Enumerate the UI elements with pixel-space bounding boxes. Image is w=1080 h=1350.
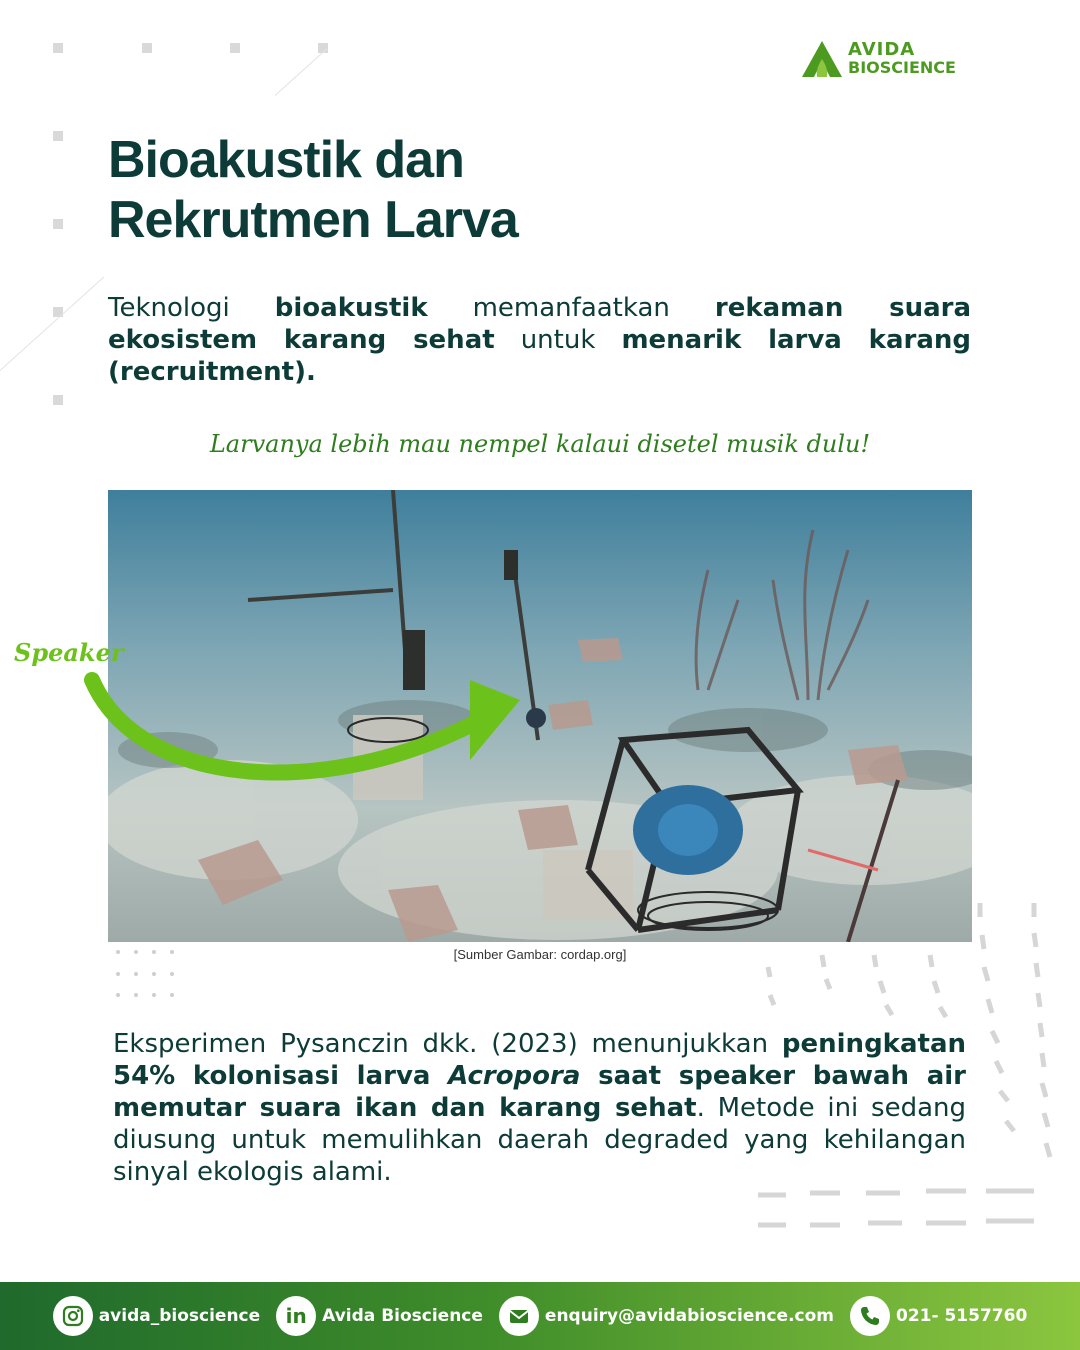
- instagram-icon: [53, 1296, 93, 1336]
- body-bold: saat speaker bawah air memutar suara ikan dan karang sehat: [113, 1061, 966, 1123]
- email-address: enquiry@avidabioscience.com: [544, 1306, 835, 1326]
- footer-instagram[interactable]: [53, 1296, 260, 1336]
- footer-linkedin[interactable]: [276, 1296, 483, 1336]
- title-line2: Rekrutmen Larva: [108, 191, 518, 249]
- avida-logo-icon: [800, 39, 844, 79]
- decor-square: [142, 43, 152, 53]
- linkedin-name: Avida Bioscience: [322, 1306, 483, 1326]
- decor-line: [0, 276, 104, 370]
- intro-text: Teknologi: [108, 293, 275, 323]
- body-paragraph: [113, 1028, 966, 1188]
- intro-text: untuk: [494, 325, 622, 355]
- title-line1: Bioakustik dan: [108, 131, 464, 189]
- instagram-handle: avida_bioscience: [98, 1306, 261, 1326]
- decor-square: [53, 395, 63, 405]
- phone-icon: [850, 1296, 890, 1336]
- decor-square: [53, 131, 63, 141]
- intro-bold: rekaman suara ekosistem karang sehat: [108, 293, 972, 355]
- speaker-annotation: Speaker: [14, 638, 124, 667]
- decor-line: [275, 48, 328, 96]
- intro-bold: bioakustik: [274, 293, 428, 323]
- body-text: Eksperimen Pysanczin dkk. (2023) menunjukkan: [113, 1029, 782, 1059]
- page-title: [108, 130, 908, 250]
- intro-bold: menarik larva karang (recruitment).: [108, 325, 971, 387]
- image-caption: [Sumber Gambar: cordap.org]: [453, 947, 627, 962]
- tagline: Larvanya lebih mau nempel kalaui disetel musik dulu!: [209, 430, 871, 458]
- linkedin-icon: in: [276, 1296, 316, 1336]
- decor-square: [53, 43, 63, 53]
- intro-text: memanfaatkan: [427, 293, 715, 323]
- speaker-arrow-icon: [0, 660, 560, 820]
- decor-square: [53, 219, 63, 229]
- body-bold-italic: Acropora: [448, 1061, 581, 1091]
- body-text: . Metode ini sedang diusung untuk memulihkan daerah degraded yang kehilangan sinyal ekologis alami.: [113, 1093, 966, 1187]
- phone-number: 021- 5157760: [896, 1306, 1028, 1326]
- footer-email[interactable]: [499, 1296, 834, 1336]
- brand-name-line2: BIOSCIENCE: [848, 58, 956, 77]
- intro-paragraph: [108, 292, 971, 388]
- body-bold: peningkatan 54% kolonisasi larva: [113, 1029, 966, 1091]
- decor-square: [230, 43, 240, 53]
- footer-phone[interactable]: [850, 1296, 1027, 1336]
- brand-name-line1: AVIDA: [848, 39, 916, 60]
- mail-icon: [499, 1296, 539, 1336]
- brand-logo: [800, 38, 956, 80]
- contact-footer: [0, 1282, 1080, 1350]
